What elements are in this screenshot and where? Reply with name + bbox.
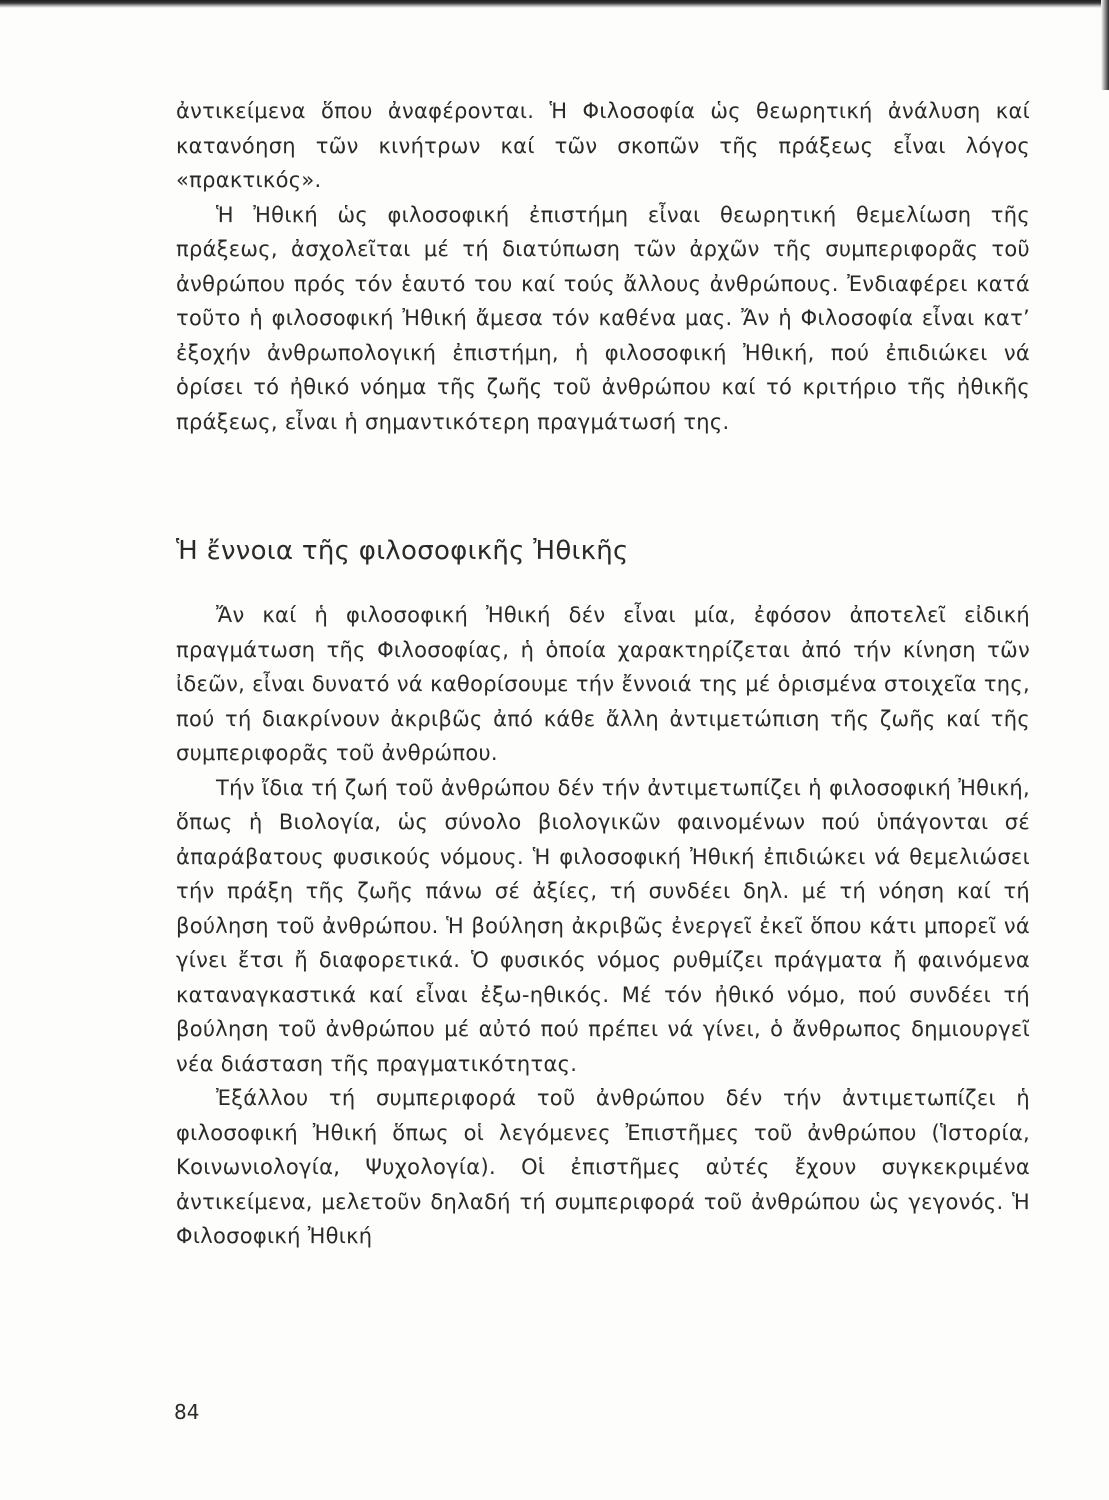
- section-paragraph-3: Ἐξάλλου τή συμπεριφορά τοῦ ἀνθρώπου δέν τήν ἀντιμετωπίζει ἡ φιλοσοφική Ἠθική ὅπως οἱ λεγόμενες Ἐπιστῆμες τοῦ ἀνθρώπου (Ἱστορία, Κοινωνιολογία, Ψυχολογία). Οἱ ἐπιστῆμες αὐτές ἔχουν συγκεκριμένα ἀντικείμενα, μελετοῦν δηλαδή τή συμπεριφορά τοῦ ἀνθρώπου ὡς γεγονός. Ἡ Φιλοσοφική Ἠθική: [176, 1086, 1030, 1248]
- scan-edge-right: [1101, 0, 1109, 90]
- section-text-block: [176, 598, 1030, 1254]
- page-number: 84: [174, 1400, 200, 1424]
- section-paragraph-2: Τήν ἴδια τή ζωή τοῦ ἀνθρώπου δέν τήν ἀντιμετωπίζει ἡ φιλοσοφική Ἠθική, ὅπως ἡ Βιολογία, ὡς σύνολο βιολογικῶν φαινομένων πού ὑπάγονται σέ ἀπαράβατους φυσικούς νόμους. Ἡ φιλοσοφική Ἠθική ἐπιδιώκει νά θεμελιώσει τήν πράξη τῆς ζωῆς πάνω σέ ἀξίες, τή συνδέει δηλ. μέ τή νόηση καί τή βούληση τοῦ ἀνθρώπου. Ἡ βούληση ἀκριβῶς ἐνεργεῖ ἐκεῖ ὅπου κάτι μπορεῖ νά γίνει ἔτσι ἤ διαφορετικά. Ὁ φυσικός νόμος ρυθμίζει πράγματα ἤ φαινόμενα καταναγκαστικά καί εἶναι ἐξω-ηθικός. Μέ τόν ἠθικό νόμο, πού συνδέει τή βούληση τοῦ ἀνθρώπου μέ αὐτό πού πρέπει νά γίνει, ὁ ἄνθρωπος δημιουργεῖ νέα διάσταση τῆς πραγματικότητας.: [176, 775, 1030, 1076]
- section-paragraph-1: Ἄν καί ἡ φιλοσοφική Ἠθική δέν εἶναι μία, ἐφόσον ἀποτελεῖ εἰδική πραγμάτωση τῆς Φιλοσοφίας, ἡ ὁποία χαρακτηρίζεται ἀπό τήν κίνηση τῶν ἰδεῶν, εἶναι δυνατό νά καθορίσουμε τήν ἔννοιά της μέ ὁρισμένα στοιχεῖα της, πού τή διακρίνουν ἀκριβῶς ἀπό κάθε ἄλλη ἀντιμετώπιση τῆς ζωῆς καί τῆς συμπεριφορᾶς τοῦ ἀνθρώπου.: [176, 603, 1030, 765]
- section-heading: Ἡ ἔννοια τῆς φιλοσοφικῆς Ἠθικῆς: [176, 536, 629, 566]
- intro-paragraph-2: Ἡ Ἠθική ὡς φιλοσοφική ἐπιστήμη εἶναι θεωρητική θεμελίωση τῆς πράξεως, ἀσχολεῖται μέ τή διατύπωση τῶν ἀρχῶν τῆς συμπεριφορᾶς τοῦ ἀνθρώπου πρός τόν ἑαυτό του καί τούς ἄλλους ἀνθρώπους. Ἐνδιαφέρει κατά τοῦτο ἡ φιλοσοφική Ἠθική ἄμεσα τόν καθένα μας. Ἄν ἡ Φιλοσοφία εἶναι κατ’ ἐξοχήν ἀνθρωπολογική ἐπιστήμη, ἡ φιλοσοφική Ἠθική, πού ἐπιδιώκει νά ὁρίσει τό ἠθικό νόημα τῆς ζωῆς τοῦ ἀνθρώπου καί τό κριτήριο τῆς ἠθικῆς πράξεως, εἶναι ἡ σημαντικότερη πραγμάτωσή της.: [176, 202, 1030, 434]
- intro-text-block: [176, 94, 1030, 439]
- scan-edge-top: [0, 0, 1109, 8]
- intro-paragraph-1: ἀντικείμενα ὅπου ἀναφέρονται. Ἡ Φιλοσοφία ὡς θεωρητική ἀνάλυση καί κατανόηση τῶν κινήτρων καί τῶν σκοπῶν τῆς πράξεως εἶναι λόγος «πρακτικός».: [176, 99, 1030, 192]
